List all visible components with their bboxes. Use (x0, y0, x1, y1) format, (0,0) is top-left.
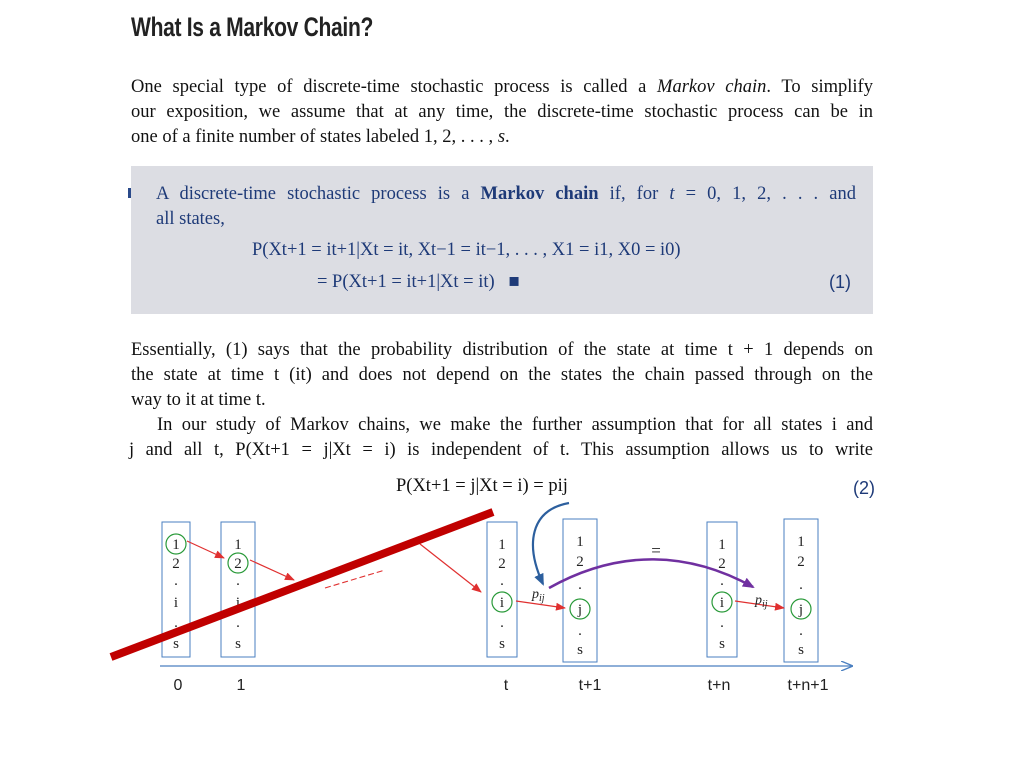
state-label: s (173, 636, 179, 652)
time-label: 1 (236, 677, 246, 694)
col-tn1 (784, 519, 818, 662)
col-tn (707, 522, 737, 657)
equation-number-2: (2) (853, 478, 875, 498)
state-label: . (720, 615, 724, 631)
transition-arrow-0-1 (187, 541, 224, 558)
state-label: . (236, 615, 240, 631)
state-label: j (577, 602, 583, 618)
state-label: . (578, 577, 582, 593)
intro-line-2: our exposition, we assume that at any time, the discrete-time stochastic process can be in (131, 102, 873, 122)
state-label: . (500, 573, 504, 589)
state-label: . (174, 573, 178, 589)
time-label: t (503, 677, 509, 694)
explanation-line-2: the state at time t (it) and does not depend on the states the chain passed through on the (131, 365, 873, 385)
equals-sign: = (651, 541, 661, 560)
page-title: What Is a Markov Chain? (131, 12, 374, 42)
time-label: 0 (173, 677, 183, 694)
col-t1 (563, 519, 597, 662)
state-label: . (578, 623, 582, 639)
state-label: s (798, 642, 804, 658)
state-label: 2 (718, 556, 726, 572)
state-label: 1 (234, 537, 242, 553)
state-label: . (799, 577, 803, 593)
transition-arrow-into-t (420, 544, 481, 592)
time-label: t+1 (578, 677, 602, 694)
state-label: . (500, 615, 504, 631)
time-label: t+n (707, 677, 731, 694)
state-label: j (798, 602, 804, 618)
state-label: s (235, 636, 241, 652)
col-t (487, 522, 517, 657)
state-columns (162, 519, 829, 694)
state-label: 1 (797, 534, 805, 550)
state-label: 2 (172, 556, 180, 572)
transition-probability-label-tn: $p_{ij}$ (755, 593, 768, 610)
state-label: . (720, 573, 724, 589)
state-label: 2 (576, 554, 584, 570)
time-label: t+n+1 (787, 677, 829, 694)
state-label: 2 (797, 554, 805, 570)
definition-text: A discrete-time stochastic process is a Markov chain if, for t = 0, 1, 2, . . . and all states, (156, 184, 856, 229)
state-label: s (499, 636, 505, 652)
state-label: . (236, 573, 240, 589)
definition-equation-line-2: = P(Xt+1 = it+1|Xt = it) ■ (317, 272, 520, 292)
state-label: s (577, 642, 583, 658)
transition-arrow-1-next (250, 560, 294, 580)
intro-line-1: One special type of discrete-time stochastic process is called a Markov chain. To simplify (131, 77, 873, 97)
state-label: 2 (498, 556, 506, 572)
state-label: i (173, 595, 179, 611)
explanation-line-4: In our study of Markov chains, we make the further assumption that for all states i and (157, 415, 873, 435)
transition-probability-label-t: $p_{ij}$ (532, 587, 545, 604)
definition-equation-line-1: P(Xt+1 = it+1|Xt = it, Xt−1 = it−1, . . . , X1 = i1, X0 = i0) (252, 240, 681, 260)
state-label: 1 (576, 534, 584, 550)
state-label: i (499, 595, 505, 611)
col-1 (221, 522, 255, 657)
explanation-line-5: j and all t, P(Xt+1 = j|Xt = i) is independent of t. This assumption allows us to write (129, 440, 873, 460)
state-label: . (799, 623, 803, 639)
state-label: 1 (498, 537, 506, 553)
state-label: 1 (172, 537, 180, 553)
equation-number-1: (1) (829, 272, 851, 292)
explanation-line-1: Essentially, (1) says that the probability distribution of the state at time t + 1 depends on (131, 340, 873, 360)
intro-line-3: one of a finite number of states labeled 1, 2, . . . , s. (131, 127, 510, 147)
state-label: i (719, 595, 725, 611)
state-label: . (174, 615, 178, 631)
state-label: i (235, 595, 241, 611)
state-label: s (719, 636, 725, 652)
state-label: 2 (234, 556, 242, 572)
explanation-line-3: way to it at time t. (131, 390, 266, 410)
equation-2: P(Xt+1 = j|Xt = i) = pij (396, 476, 568, 496)
end-of-definition-mark: ■ (508, 272, 520, 292)
state-label: 1 (718, 537, 726, 553)
